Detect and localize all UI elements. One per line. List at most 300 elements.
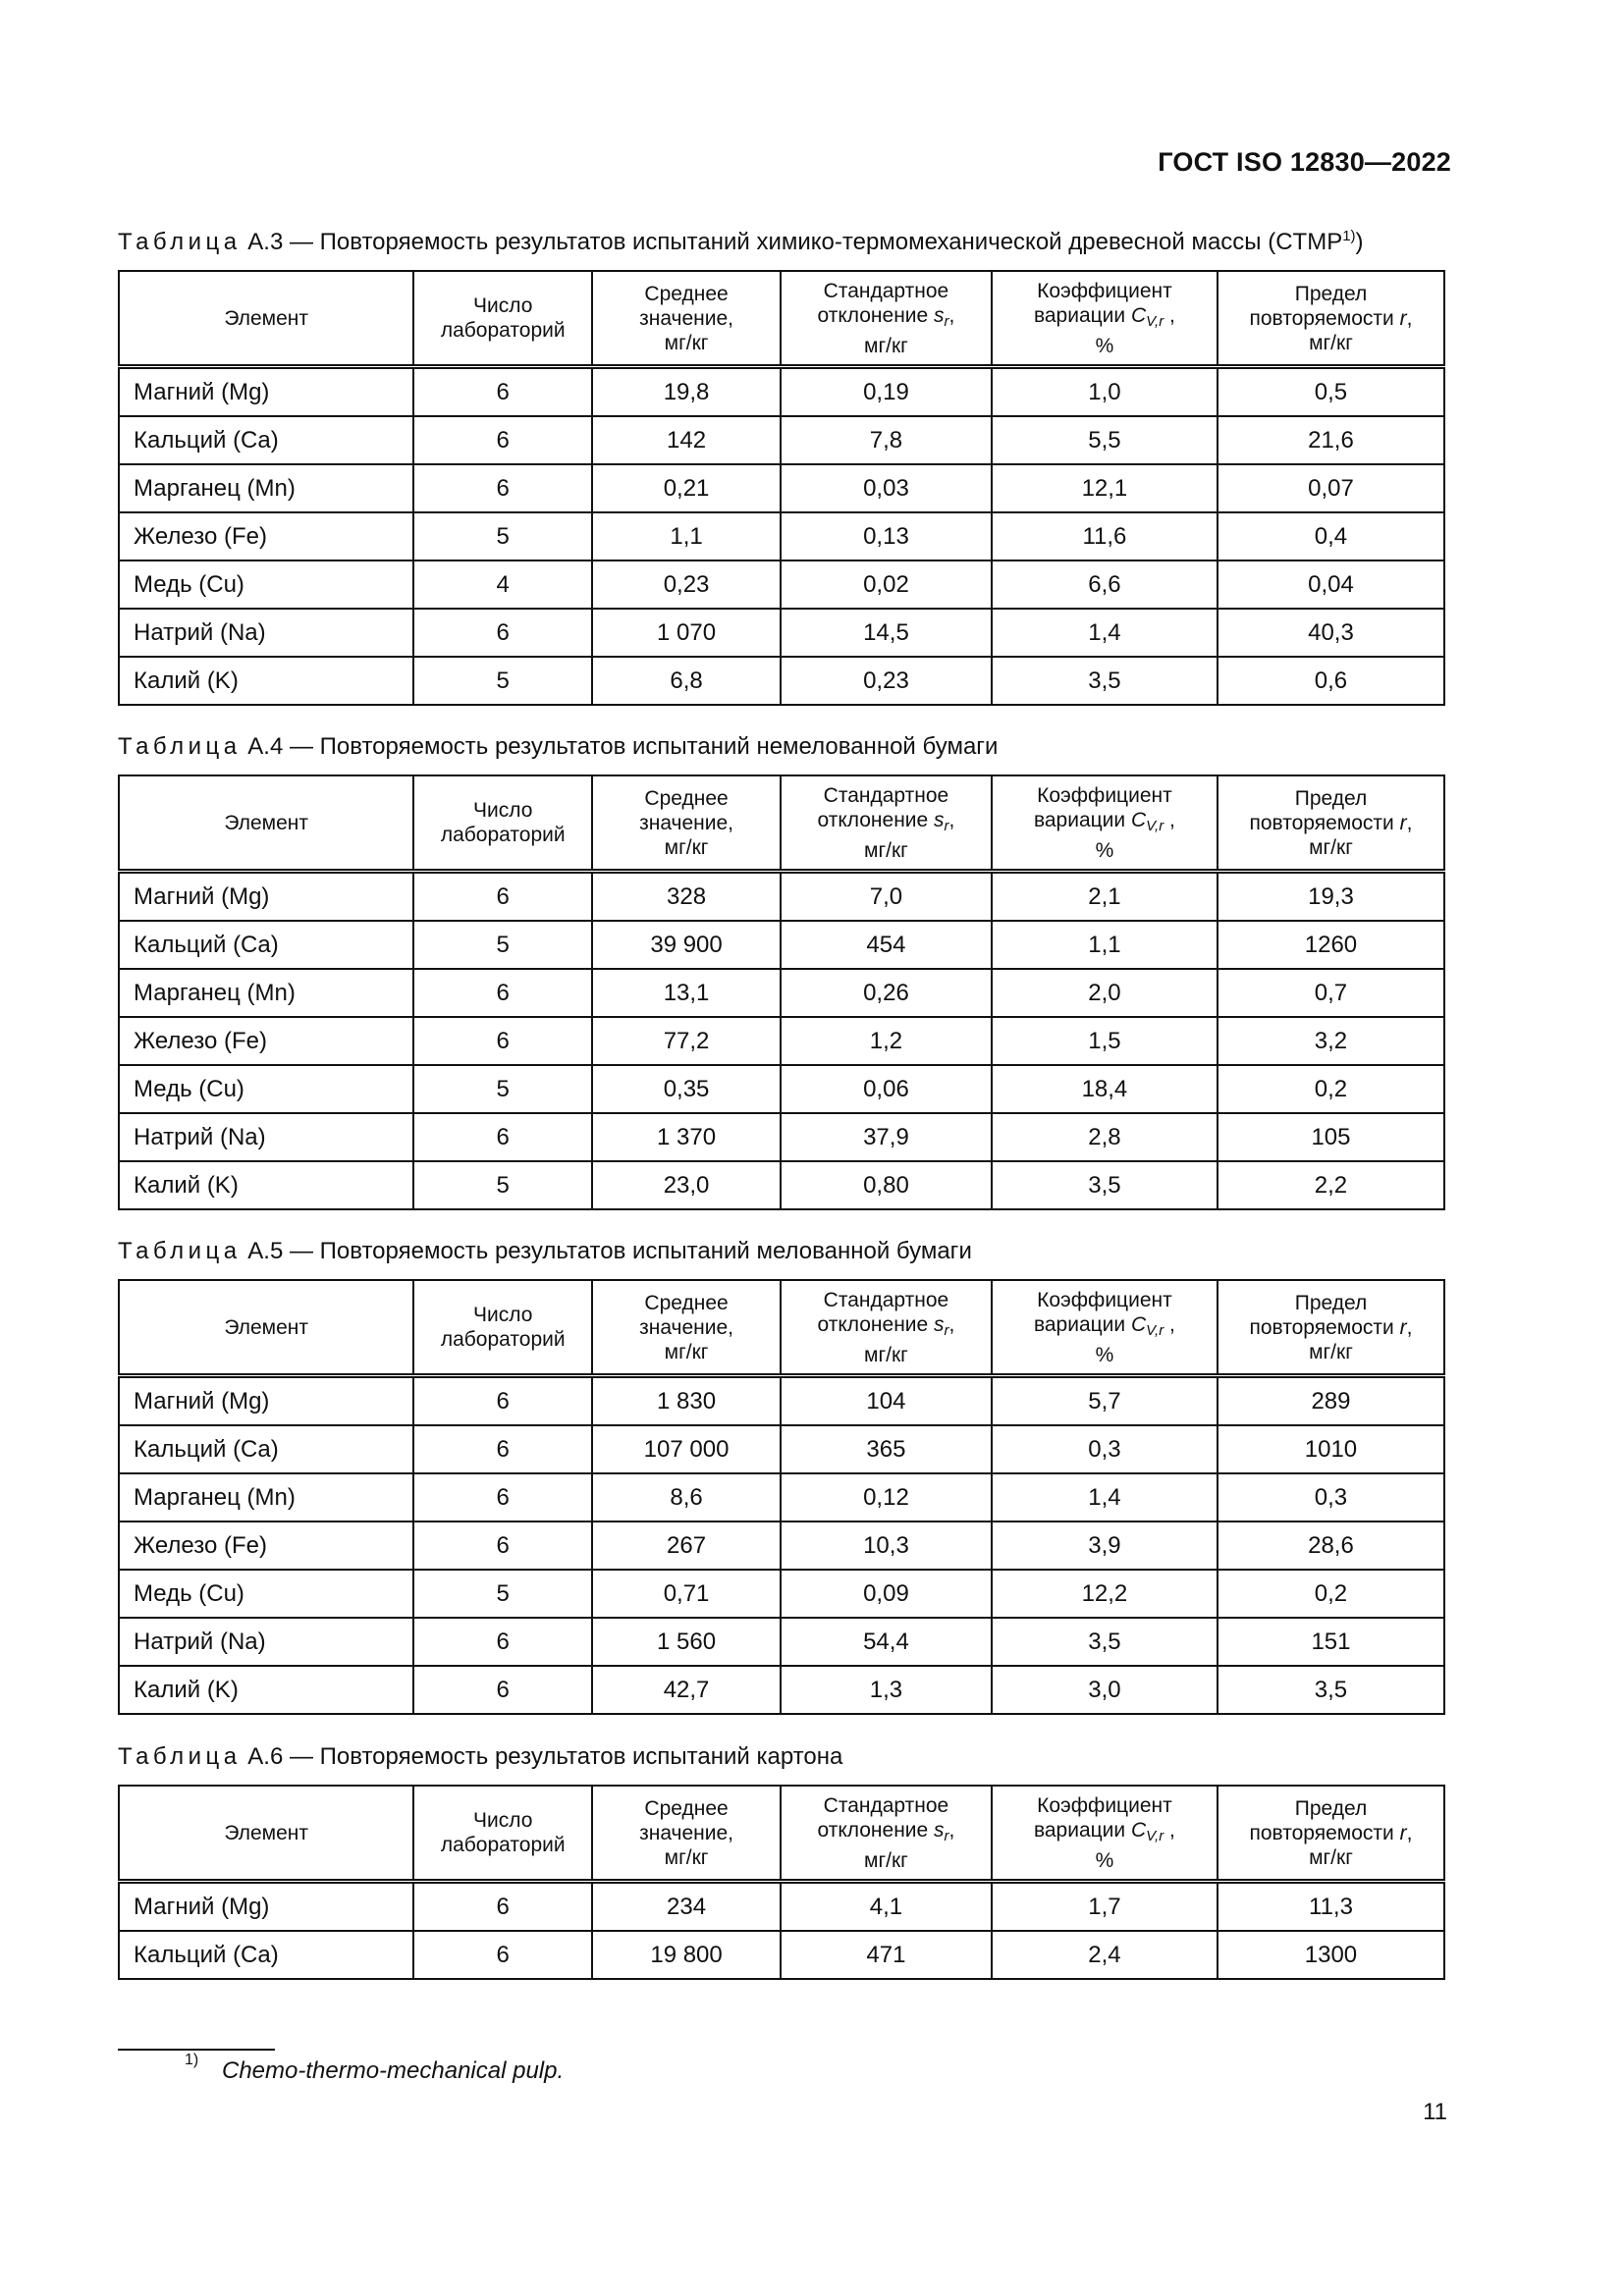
mean-cell: 0,35 [592,1065,781,1113]
header-line: мг/кг [864,1848,908,1872]
element-cell: Калий (K) [119,1161,413,1209]
header-line: значение, [639,1315,733,1339]
header-word: повторяемости [1249,811,1394,834]
header-word: вариации [1033,1818,1126,1842]
labs-cell: 4 [413,561,592,609]
limit-cell: 0,07 [1218,464,1444,512]
header-line: Стандартное [823,1793,949,1817]
element-cell: Магний (Mg) [119,1882,413,1932]
table-row [119,1065,1444,1113]
header-comma: , [1164,303,1175,327]
table-row [119,1666,1444,1714]
mean-cell: 6,8 [592,657,781,705]
header-line: Предел [1294,1291,1368,1314]
table-title: А.4 — Повторяемость результатов испытаний немелованной бумаги [241,733,999,760]
labs-cell: 5 [413,512,592,561]
table-row [119,512,1444,561]
sd-cell: 1,3 [781,1666,992,1714]
element-cell: Медь (Cu) [119,1065,413,1113]
header-line: Коэффициент [1037,1288,1172,1311]
symbol-s: s [934,808,945,831]
header-line: Стандартное [823,279,949,302]
header-sd [781,775,992,872]
symbol-c: C [1130,303,1147,327]
sd-cell: 0,26 [781,969,992,1017]
labs-cell: 6 [413,1882,592,1932]
sd-cell: 7,0 [781,872,992,922]
element-cell: Кальций (Ca) [119,921,413,969]
table-header-row [119,1280,1444,1376]
element-cell: Марганец (Mn) [119,969,413,1017]
header-line: Среднее [644,1291,729,1314]
subscript-vr: V,r [1146,1827,1164,1844]
header-line: значение, [639,811,733,834]
header-line [1218,1315,1443,1340]
header-line: мг/кг [1309,331,1353,354]
cv-cell: 3,5 [992,1161,1218,1209]
limit-cell: 0,3 [1218,1473,1444,1522]
labs-cell: 6 [413,1618,592,1666]
subscript-vr: V,r [1146,1321,1164,1339]
header-line: мг/кг [864,1343,908,1366]
labs-cell: 6 [413,1931,592,1979]
table-caption-a4 [118,733,1453,761]
header-line [993,1312,1217,1343]
element-cell: Калий (K) [119,657,413,705]
table-a3 [118,270,1445,706]
element-cell: Магний (Mg) [119,367,413,417]
labs-cell: 5 [413,1570,592,1618]
element-cell: Калий (K) [119,1666,413,1714]
mean-cell: 0,23 [592,561,781,609]
limit-cell: 1300 [1218,1931,1444,1979]
header-cv [992,1280,1218,1376]
header-element: Элемент [119,1280,413,1376]
symbol-s: s [934,1818,945,1842]
element-cell: Натрий (Na) [119,609,413,657]
symbol-r: r [1399,1821,1407,1844]
labs-cell: 6 [413,416,592,464]
labs-cell: 5 [413,921,592,969]
labs-cell: 6 [413,464,592,512]
limit-cell: 151 [1218,1618,1444,1666]
labs-cell: 6 [413,609,592,657]
header-comma: , [1406,1315,1413,1339]
header-line: Коэффициент [1037,1793,1172,1817]
cv-cell: 12,1 [992,464,1218,512]
mean-cell: 1 370 [592,1113,781,1161]
limit-cell: 28,6 [1218,1522,1444,1570]
table-label: Таблица [118,1743,242,1770]
header-line: Среднее [644,282,729,305]
header-labs-text: Число лабораторий [440,799,566,846]
subscript-vr: V,r [1146,312,1164,330]
table-row [119,1522,1444,1570]
header-line: мг/кг [1309,1845,1353,1869]
labs-cell: 6 [413,1473,592,1522]
labs-cell: 6 [413,1376,592,1426]
header-labs [413,1280,592,1376]
symbol-s: s [934,1312,945,1336]
sd-cell: 0,80 [781,1161,992,1209]
cv-cell: 1,0 [992,367,1218,417]
table-row [119,969,1444,1017]
sd-cell: 14,5 [781,609,992,657]
table-row [119,1882,1444,1932]
table-header-row [119,775,1444,872]
limit-cell: 0,2 [1218,1065,1444,1113]
cv-cell: 1,7 [992,1882,1218,1932]
header-line [993,303,1217,334]
limit-cell: 19,3 [1218,872,1444,922]
labs-cell: 5 [413,1065,592,1113]
mean-cell: 1,1 [592,512,781,561]
sd-cell: 0,23 [781,657,992,705]
header-line: Предел [1294,1796,1368,1820]
labs-cell: 6 [413,1666,592,1714]
header-sd [781,1786,992,1882]
element-cell: Натрий (Na) [119,1618,413,1666]
limit-cell: 289 [1218,1376,1444,1426]
labs-cell: 6 [413,367,592,417]
subscript-r: r [944,312,949,330]
table-row [119,1425,1444,1473]
mean-cell: 77,2 [592,1017,781,1065]
symbol-r: r [1399,1315,1407,1339]
labs-cell: 6 [413,1113,592,1161]
mean-cell: 19 800 [592,1931,781,1979]
mean-cell: 234 [592,1882,781,1932]
cv-cell: 2,8 [992,1113,1218,1161]
sd-cell: 454 [781,921,992,969]
page-number: 11 [1423,2099,1447,2125]
cv-cell: 5,7 [992,1376,1218,1426]
limit-cell: 40,3 [1218,609,1444,657]
header-line: мг/кг [664,1340,709,1363]
subscript-r: r [944,1827,949,1844]
sd-cell: 0,02 [781,561,992,609]
header-word: вариации [1033,303,1126,327]
cv-cell: 1,5 [992,1017,1218,1065]
table-a4 [118,774,1445,1210]
header-line [993,1818,1217,1848]
element-cell: Медь (Cu) [119,561,413,609]
header-labs-text: Число лабораторий [440,294,566,342]
element-cell: Медь (Cu) [119,1570,413,1618]
table-row [119,1161,1444,1209]
cv-cell: 2,4 [992,1931,1218,1979]
symbol-s: s [934,303,945,327]
table-row [119,1570,1444,1618]
table-row [119,657,1444,705]
header-comma: , [1406,811,1413,834]
header-line [993,808,1217,838]
table-row [119,1618,1444,1666]
mean-cell: 39 900 [592,921,781,969]
header-word: вариации [1033,1312,1126,1336]
table-row [119,609,1444,657]
header-line: Коэффициент [1037,279,1172,302]
mean-cell: 1 070 [592,609,781,657]
cv-cell: 1,4 [992,1473,1218,1522]
header-line: значение, [639,306,733,330]
sd-cell: 0,12 [781,1473,992,1522]
limit-cell: 0,7 [1218,969,1444,1017]
mean-cell: 8,6 [592,1473,781,1522]
header-comma: , [1406,306,1413,330]
header-mean [592,1280,781,1376]
table-row [119,1473,1444,1522]
limit-cell: 0,04 [1218,561,1444,609]
limit-cell: 21,6 [1218,416,1444,464]
mean-cell: 23,0 [592,1161,781,1209]
header-sd [781,271,992,367]
element-cell: Кальций (Ca) [119,1931,413,1979]
mean-cell: 328 [592,872,781,922]
limit-cell: 105 [1218,1113,1444,1161]
header-element: Элемент [119,271,413,367]
element-cell: Марганец (Mn) [119,464,413,512]
element-cell: Магний (Mg) [119,1376,413,1426]
sd-cell: 0,03 [781,464,992,512]
header-line: Стандартное [823,783,949,807]
sd-cell: 104 [781,1376,992,1426]
cv-cell: 2,0 [992,969,1218,1017]
header-mean [592,1786,781,1882]
header-line [782,1312,991,1343]
cv-cell: 2,1 [992,872,1218,922]
header-line: Коэффициент [1037,783,1172,807]
sd-cell: 7,8 [781,416,992,464]
header-line: мг/кг [664,835,709,859]
labs-cell: 5 [413,657,592,705]
header-line [1218,811,1443,835]
sd-cell: 0,13 [781,512,992,561]
cv-cell: 3,0 [992,1666,1218,1714]
table-title: А.5 — Повторяемость результатов испытаний мелованной бумаги [241,1238,972,1264]
symbol-r: r [1399,306,1407,330]
mean-cell: 13,1 [592,969,781,1017]
footnote [185,2052,565,2085]
labs-cell: 6 [413,872,592,922]
labs-cell: 6 [413,969,592,1017]
header-line: Стандартное [823,1288,949,1311]
header-limit [1218,1280,1444,1376]
table-row [119,367,1444,417]
limit-cell: 1260 [1218,921,1444,969]
caption-end: ) [1355,229,1364,255]
mean-cell: 0,21 [592,464,781,512]
table-row [119,416,1444,464]
table-label: Таблица [118,733,242,760]
header-word: вариации [1033,808,1126,831]
table-title: А.3 — Повторяемость результатов испытаний химико-термомеханической древесной массы (CTMP [241,229,1343,255]
element-cell: Магний (Mg) [119,872,413,922]
sd-cell: 54,4 [781,1618,992,1666]
labs-cell: 5 [413,1161,592,1209]
cv-cell: 3,5 [992,657,1218,705]
header-line: мг/кг [1309,1340,1353,1363]
header-line: мг/кг [664,1845,709,1869]
cv-cell: 11,6 [992,512,1218,561]
header-labs [413,271,592,367]
limit-cell: 0,5 [1218,367,1444,417]
table-row [119,561,1444,609]
cv-cell: 5,5 [992,416,1218,464]
header-line: мг/кг [664,331,709,354]
header-line [1218,1821,1443,1845]
header-element: Элемент [119,775,413,872]
header-mean [592,271,781,367]
header-element: Элемент [119,1786,413,1882]
header-cv [992,1786,1218,1882]
header-sd [781,1280,992,1376]
mean-cell: 267 [592,1522,781,1570]
header-line: мг/кг [1309,835,1353,859]
footnote-mark: 1) [185,2052,199,2068]
header-word: повторяемости [1249,1821,1394,1844]
table-label: Таблица [118,1238,242,1264]
sd-cell: 37,9 [781,1113,992,1161]
document-header: ГОСТ ISO 12830—2022 [1158,147,1451,177]
symbol-c: C [1130,1818,1147,1842]
sd-cell: 10,3 [781,1522,992,1570]
table-title: А.6 — Повторяемость результатов испытаний картона [241,1743,843,1770]
footnote-ref: 1) [1342,228,1356,244]
header-labs [413,775,592,872]
table-row [119,1376,1444,1426]
cv-cell: 18,4 [992,1065,1218,1113]
header-labs-text: Число лабораторий [440,1304,566,1351]
cv-cell: 12,2 [992,1570,1218,1618]
header-line: % [1095,1343,1114,1366]
sd-cell: 0,19 [781,367,992,417]
element-cell: Кальций (Ca) [119,1425,413,1473]
sd-cell: 365 [781,1425,992,1473]
cv-cell: 0,3 [992,1425,1218,1473]
labs-cell: 6 [413,1522,592,1570]
header-line: мг/кг [864,838,908,862]
limit-cell: 1010 [1218,1425,1444,1473]
subscript-r: r [944,1321,949,1339]
subscript-r: r [944,817,949,834]
header-limit [1218,1786,1444,1882]
cv-cell: 3,9 [992,1522,1218,1570]
cv-cell: 3,5 [992,1618,1218,1666]
header-limit [1218,271,1444,367]
table-caption-a3 [118,228,1453,256]
header-line: Среднее [644,1796,729,1820]
limit-cell: 3,2 [1218,1017,1444,1065]
header-limit [1218,775,1444,872]
table-caption-a5 [118,1238,1453,1265]
element-cell: Железо (Fe) [119,1522,413,1570]
table-header-row [119,1786,1444,1882]
element-cell: Железо (Fe) [119,1017,413,1065]
sd-cell: 0,06 [781,1065,992,1113]
header-cv [992,271,1218,367]
symbol-c: C [1130,1312,1147,1336]
header-comma: , [948,303,955,327]
header-labs [413,1786,592,1882]
table-header-row [119,271,1444,367]
mean-cell: 0,71 [592,1570,781,1618]
header-line [1218,306,1443,331]
labs-cell: 6 [413,1017,592,1065]
header-comma: , [948,1818,955,1842]
symbol-r: r [1399,811,1407,834]
limit-cell: 11,3 [1218,1882,1444,1932]
header-word: отклонение [817,808,929,831]
element-cell: Натрий (Na) [119,1113,413,1161]
limit-cell: 3,5 [1218,1666,1444,1714]
sd-cell: 1,2 [781,1017,992,1065]
element-cell: Марганец (Mn) [119,1473,413,1522]
cv-cell: 1,1 [992,921,1218,969]
limit-cell: 0,4 [1218,512,1444,561]
labs-cell: 6 [413,1425,592,1473]
header-word: отклонение [817,303,929,327]
header-line: % [1095,838,1114,862]
table-a6 [118,1785,1445,1980]
header-word: отклонение [817,1818,929,1842]
header-word: повторяемости [1249,1315,1394,1339]
limit-cell: 2,2 [1218,1161,1444,1209]
table-row [119,1931,1444,1979]
mean-cell: 19,8 [592,367,781,417]
header-line: значение, [639,1821,733,1844]
cv-cell: 6,6 [992,561,1218,609]
header-line [782,1818,991,1848]
limit-cell: 0,6 [1218,657,1444,705]
sd-cell: 0,09 [781,1570,992,1618]
header-comma: , [1164,808,1175,831]
sd-cell: 471 [781,1931,992,1979]
table-a5 [118,1279,1445,1715]
header-comma: , [948,808,955,831]
element-cell: Железо (Fe) [119,512,413,561]
header-comma: , [1406,1821,1413,1844]
header-line [782,303,991,334]
sd-cell: 4,1 [781,1882,992,1932]
header-cv [992,775,1218,872]
header-comma: , [1164,1312,1175,1336]
table-row [119,921,1444,969]
header-labs-text: Число лабораторий [440,1809,566,1856]
table-row [119,1113,1444,1161]
footnote-text: Chemo-thermo-mechanical pulp. [222,2057,565,2084]
header-word: отклонение [817,1312,929,1336]
cv-cell: 1,4 [992,609,1218,657]
mean-cell: 1 830 [592,1376,781,1426]
header-line: Предел [1294,786,1368,810]
header-comma: , [1164,1818,1175,1842]
limit-cell: 0,2 [1218,1570,1444,1618]
header-line: % [1095,334,1114,357]
table-caption-a6 [118,1743,1453,1771]
mean-cell: 107 000 [592,1425,781,1473]
table-row [119,872,1444,922]
header-mean [592,775,781,872]
symbol-c: C [1130,808,1147,831]
mean-cell: 42,7 [592,1666,781,1714]
footnote-divider [118,2049,275,2051]
subscript-vr: V,r [1146,817,1164,834]
header-line: % [1095,1848,1114,1872]
mean-cell: 142 [592,416,781,464]
table-row [119,1017,1444,1065]
header-word: повторяемости [1249,306,1394,330]
